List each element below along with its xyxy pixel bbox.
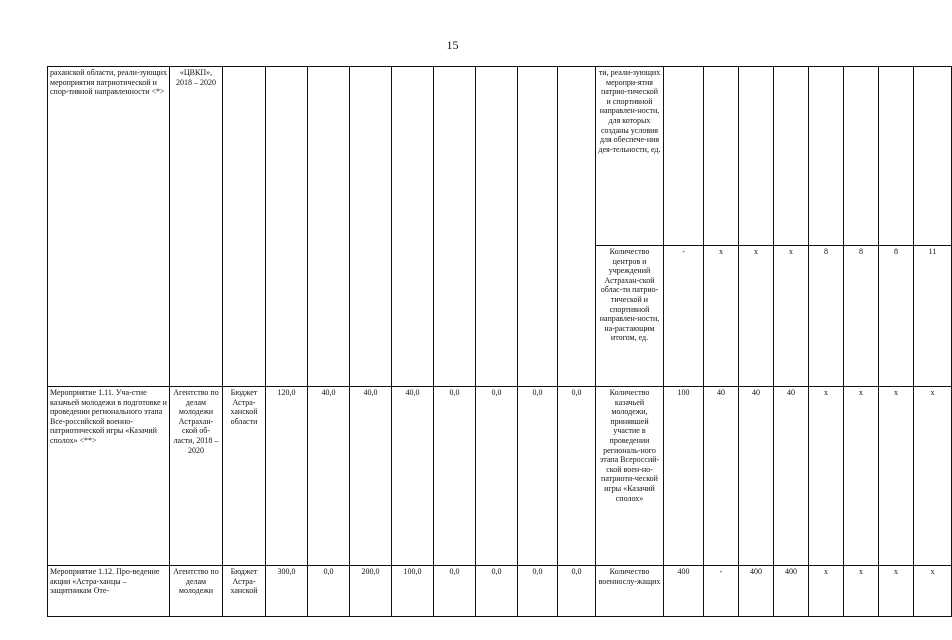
value-cell: 100 — [664, 387, 704, 566]
amount-cell: 0,0 — [518, 566, 558, 617]
value-cell: х — [704, 246, 739, 387]
value-cell: х — [914, 387, 952, 566]
value-cell: 400 — [774, 566, 809, 617]
executor-cell: Агентство по делам молодежи — [170, 566, 223, 617]
value-cell: 8 — [879, 246, 914, 387]
amount-cell: 200,0 — [350, 566, 392, 617]
amount-cell: 100,0 — [392, 566, 434, 617]
value-cell: х — [914, 566, 952, 617]
amount-cell: 40,0 — [392, 387, 434, 566]
amount-cell: 0,0 — [558, 387, 596, 566]
table-row — [48, 67, 952, 246]
value-cell: 8 — [809, 246, 844, 387]
program-table — [47, 66, 952, 617]
value-cell: - — [704, 566, 739, 617]
value-cell: - — [664, 246, 704, 387]
value-cell: х — [739, 246, 774, 387]
event-cell: Мероприятие 1.12. Про-ведение акции «Астра-ханцы – защитникам Оте- — [48, 566, 170, 617]
amount-cell: 0,0 — [476, 387, 518, 566]
indicator-cell: ти, реали-зующих меропри-ятия патрио-тической и спортивной направлен-ности, для которых созданы условия для обеспече-ния дея-тельности, ед. — [596, 67, 664, 246]
amount-cell: 0,0 — [308, 566, 350, 617]
value-cell: х — [774, 246, 809, 387]
value-cell: х — [844, 387, 879, 566]
amount-cell: 40,0 — [308, 387, 350, 566]
event-cell: Мероприятие 1.11. Уча-стие казачьей молодежи в подготовке и проведении регионального этапа Все-российской военно-патриотической игры «Казачий сполох» <**> — [48, 387, 170, 566]
value-cell: х — [879, 387, 914, 566]
indicator-cell: Количество центров и учреждений Астрахан-ской облас-ти патрио-тической и спортивной направлен-ности, на-растающим итогом, ед. — [596, 246, 664, 387]
value-cell: х — [844, 566, 879, 617]
executor-cell: «ЦВКП», 2018 – 2020 — [170, 67, 223, 246]
value-cell: х — [809, 566, 844, 617]
value-cell: х — [809, 387, 844, 566]
value-cell: 40 — [704, 387, 739, 566]
value-cell: 8 — [844, 246, 879, 387]
amount-cell: 40,0 — [350, 387, 392, 566]
page-number: 15 — [446, 38, 459, 52]
amount-cell: 0,0 — [558, 566, 596, 617]
amount-cell: 0,0 — [434, 387, 476, 566]
amount-cell: 0,0 — [434, 566, 476, 617]
table-row — [48, 387, 952, 566]
event-cell: раханской области, реали-зующих мероприятия патриотической и спор-тивной направленности <*> — [48, 67, 170, 246]
source-cell: Бюджет Астра-ханской — [223, 566, 266, 617]
value-cell: х — [879, 566, 914, 617]
amount-cell: 0,0 — [476, 566, 518, 617]
executor-cell: Агентство по делам молодежи Астрахан-ской об-ласти, 2018 – 2020 — [170, 387, 223, 566]
indicator-cell: Количество казачьей молодежи, принявшей участие в проведении региональ-ного этапа Всероссий-ской воен-но-патриоти-ческой игры «Казачий сполох» — [596, 387, 664, 566]
table-row — [48, 246, 952, 387]
source-cell: Бюджет Астра-ханской области — [223, 387, 266, 566]
amount-cell: 120,0 — [266, 387, 308, 566]
amount-cell: 300,0 — [266, 566, 308, 617]
indicator-cell: Количество военнослу-жащих — [596, 566, 664, 617]
value-cell: 400 — [739, 566, 774, 617]
table-row — [48, 566, 952, 617]
value-cell: 11 — [914, 246, 952, 387]
amount-cell: 0,0 — [518, 387, 558, 566]
value-cell: 40 — [739, 387, 774, 566]
value-cell: 400 — [664, 566, 704, 617]
value-cell: 40 — [774, 387, 809, 566]
